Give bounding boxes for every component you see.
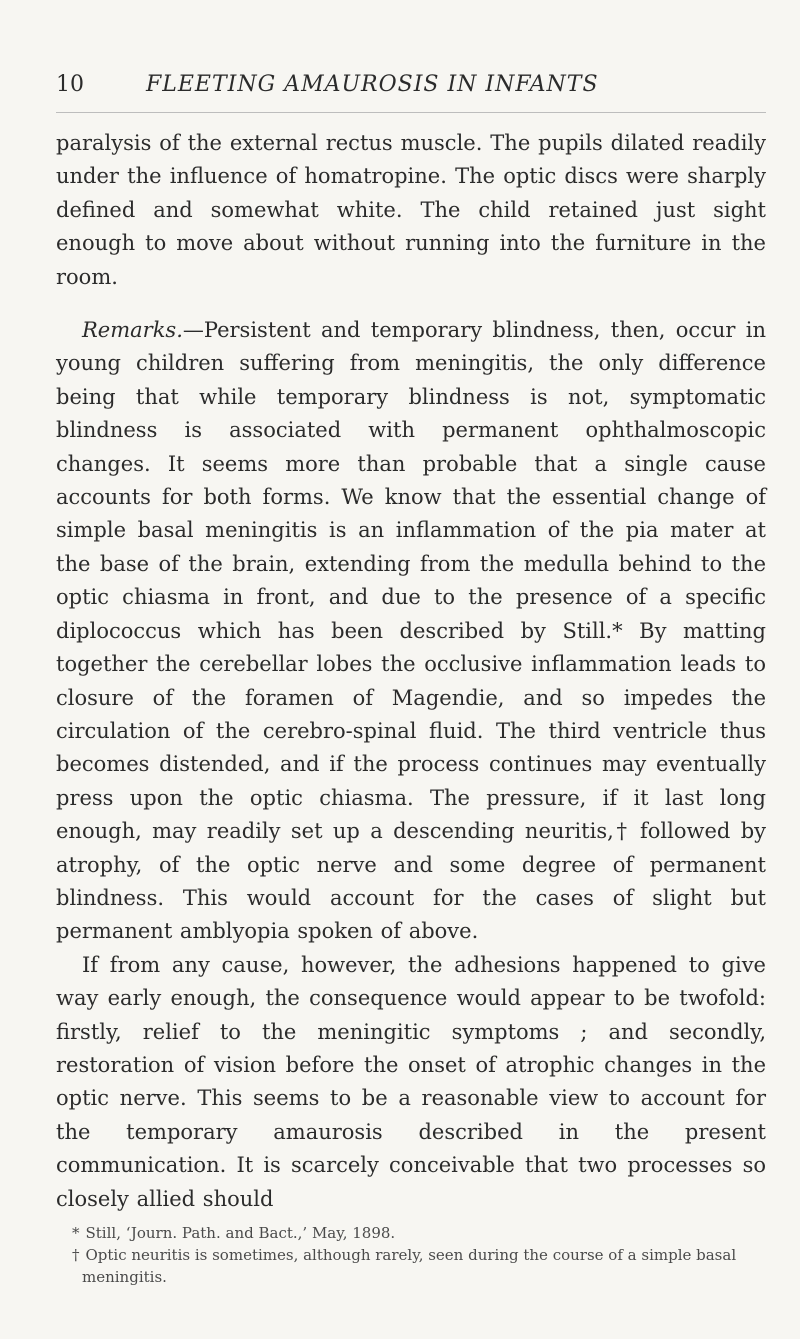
remarks-label: Remarks. [82,318,183,343]
footnote-2 [56,1244,766,1288]
footnote-1-text: Still, ‘Journ. Path. and Bact.,’ May, 1898. [85,1224,396,1242]
remarks-text: —Persistent and temporary blindness, then, occur in young children suffering from meningitis, the only difference being that while temporary blindness is not, symptomatic blindness is associated with permanent ophthalmoscopic changes. It seems more than probable that a single cause accounts for both forms. We know that the essential change of simple basal meningitis is an inflammation of the pia mater at the base of the brain, extending from the medulla behind to the optic chiasma in front, and due to the presence of a specific diplococcus which has been described by Still.* By matting together the cerebellar lobes the occlusive inflammation leads to closure of the foramen of Magendie, and so impedes the circulation of the cerebro-spinal fluid. The third ventricle thus becomes distended, and if the process continues may eventually press upon the optic chiasma. The pressure, if it last long enough, may readily set up a descending neuritis,† followed by atrophy, of the optic nerve and some degree of permanent blindness. This would account for the cases of slight but permanent amblyopia spoken of above. [56,318,766,944]
footnote-1-mark: * [72,1224,80,1242]
paragraph-adhesions: If from any cause, however, the adhesions happened to give way early enough, the consequence would appear to be twofold: firstly, relief to the meningitic symptoms ; and secondly, restoration of vision before the onset of atrophic changes in the optic nerve. This seems to be a reasonable view to account for the temporary amaurosis described in the present communication. It is scarcely conceivable that two processes so closely allied should [56,952,766,1211]
book-page [56,72,766,1288]
running-title: FLEETING AMAUROSIS IN INFANTS [146,72,599,97]
page-number: 10 [56,72,84,97]
paragraph-case-description: paralysis of the external rectus muscle. The pupils dilated readily under the influence of homatropine. The optic discs were sharply defined and somewhat white. The child retained just sight enough to move about without running into the furniture in the room. [56,131,766,289]
footnote-1 [56,1222,766,1244]
footnotes [56,1222,766,1288]
footnote-2-text: Optic neuritis is sometimes, although rarely, seen during the course of a simple basal meningitis. [82,1246,737,1286]
page-header [56,72,766,113]
footnote-2-mark: † [72,1246,80,1264]
paragraph-remarks [56,314,766,949]
